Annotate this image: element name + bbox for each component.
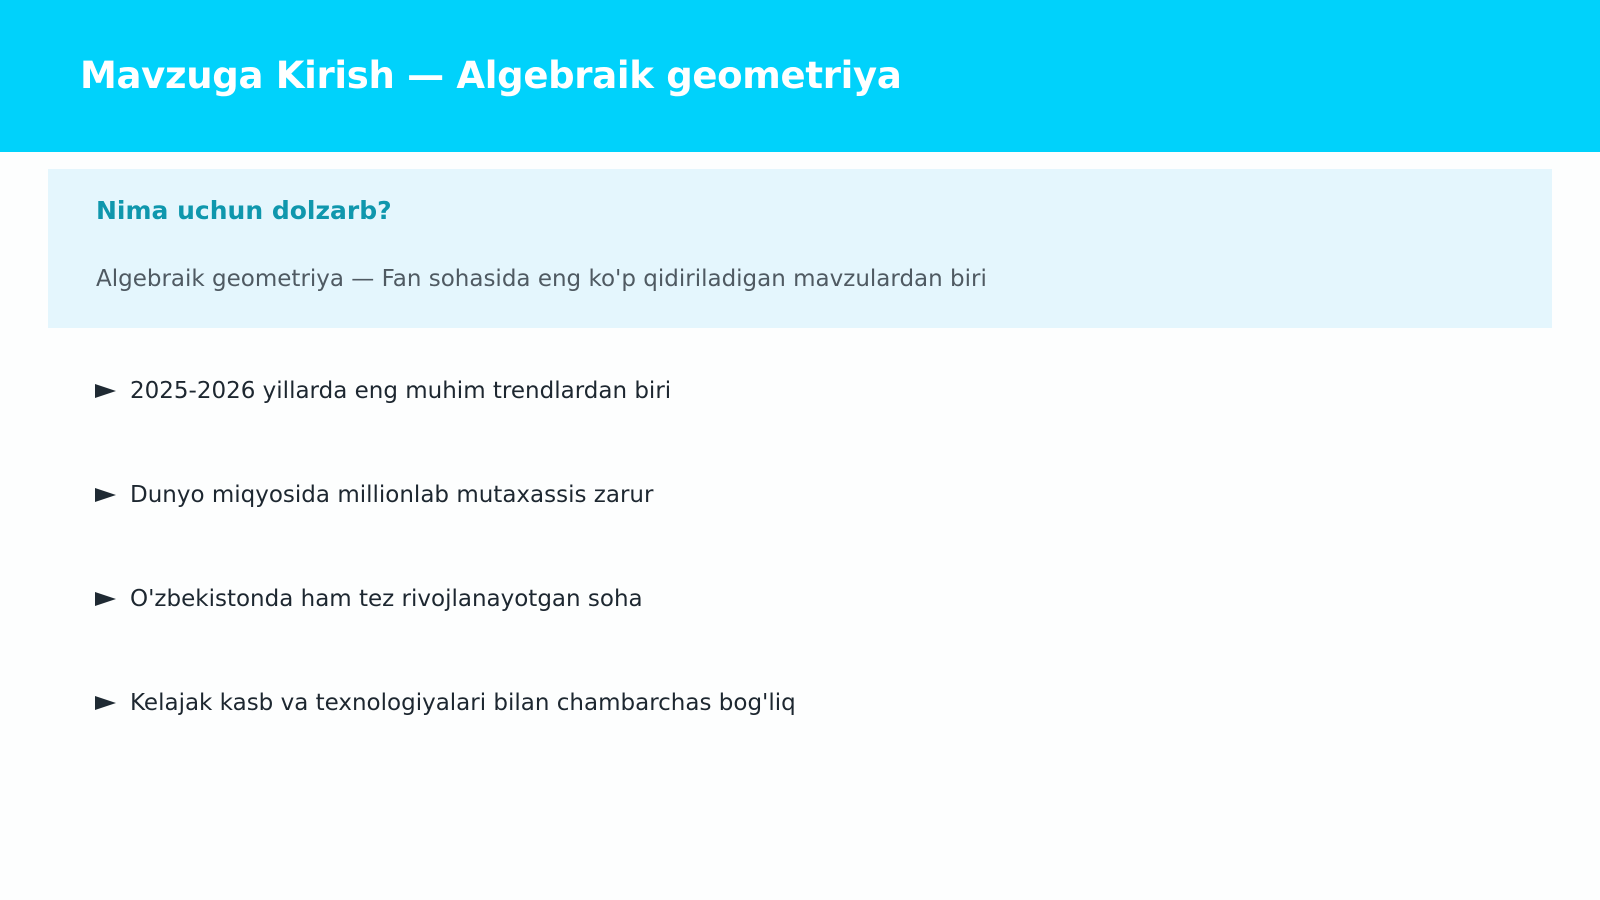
callout-text: Algebraik geometriya — Fan sohasida eng ko'p qidiriladigan mavzulardan biri (96, 266, 987, 292)
right-pointer-triangle-icon (95, 384, 116, 398)
bullet-text: Kelajak kasb va texnologiyalari bilan chambarchas bog'liq (130, 690, 796, 716)
slide-title: Mavzuga Kirish — Algebraik geometriya (80, 54, 902, 97)
bullet-item (95, 475, 1495, 515)
right-pointer-triangle-icon (95, 696, 116, 710)
bullet-text: Dunyo miqyosida millionlab mutaxassis zarur (130, 482, 654, 508)
bullet-text: O'zbekistonda ham tez rivojlanayotgan soha (130, 586, 643, 612)
bullet-item (95, 683, 1495, 723)
callout-box (48, 169, 1552, 328)
header-bar (0, 0, 1600, 152)
bullet-item (95, 371, 1495, 411)
bullet-item (95, 579, 1495, 619)
bullet-text: 2025-2026 yillarda eng muhim trendlardan biri (130, 378, 672, 404)
right-pointer-triangle-icon (95, 592, 116, 606)
right-pointer-triangle-icon (95, 488, 116, 502)
callout-heading: Nima uchun dolzarb? (96, 196, 392, 225)
